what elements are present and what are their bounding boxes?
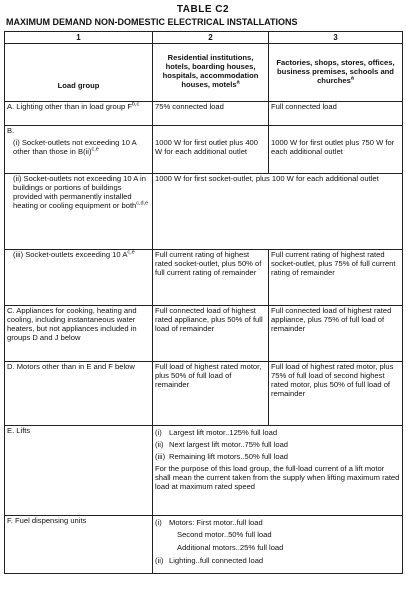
table-row-b-i	[5, 138, 403, 174]
row-b-i-col3: 1000 W for first outlet plus 750 W for each additional outlet	[269, 138, 403, 174]
row-label-c: C. Appliances for cooking, heating and cooling, including instantaneous water heaters, but not appliances included in groups D and J below	[5, 306, 153, 362]
row-label-b-iii: (iii) Socket-outlets exceeding 10 A$^{c,e}$	[5, 250, 153, 306]
row-label-b-ii: (ii) Socket-outlets not exceeding 10 A in buildings or portions of buildings provided with permanently installed heating or cooling equipment or both$^{c,d,e}$	[5, 174, 153, 250]
row-f-col23	[153, 516, 403, 574]
table-row-a	[5, 102, 403, 126]
column-number-2: 2	[153, 31, 269, 43]
column-header-factories: Factories, shops, stores, offices, business premises, schools and churches$^a$	[269, 44, 403, 102]
table-row-b	[5, 126, 403, 138]
fuel-item: (ii) Lighting..full connected load	[155, 556, 264, 566]
table-row-b-ii	[5, 174, 403, 250]
lift-item: (ii) Next largest lift motor..75% full load	[155, 440, 289, 450]
row-c-col2: Full connected load of highest rated appliance, plus 50% of full load of remainder	[153, 306, 269, 362]
row-label-b-i: (i) Socket-outlets not exceeding 10 A other than those in B(ii)$^{c,e}$	[5, 138, 153, 174]
column-number-row	[5, 31, 403, 43]
row-b-col3	[269, 126, 403, 138]
row-b-iii-col2: Full current rating of highest rated socket-outlet, plus 50% of full current rating of remainder	[153, 250, 269, 306]
row-label-a: A. Lighting other than in load group F$^{b,c}$	[5, 102, 153, 126]
table-row-e	[5, 426, 403, 516]
fuel-item: (i) Motors: First motor..full load	[155, 518, 263, 528]
table-row-d	[5, 362, 403, 426]
row-label-d: D. Motors other than in E and F below	[5, 362, 153, 426]
row-c-col3: Full connected load of highest rated appliance, plus 75% of full load of remainder	[269, 306, 403, 362]
column-header-load-group: Load group	[5, 44, 153, 102]
max-demand-table	[4, 31, 403, 574]
row-b-iii-col3: Full current rating of highest rated socket-outlet, plus 75% of full current rating of remainder	[269, 250, 403, 306]
lift-note: For the purpose of this load group, the full-load current of a lift motor shall mean the current taken from the supply when lifting maximum rated load at maximum rated speed	[155, 464, 400, 491]
column-number-1: 1	[5, 31, 153, 43]
row-a-col3: Full connected load	[269, 102, 403, 126]
fuel-subitem: Additional motors..25% full load	[177, 543, 284, 553]
row-label-e: E. Lifts	[5, 426, 153, 516]
row-label-b: B.	[5, 126, 153, 138]
row-a-col2: 75% connected load	[153, 102, 269, 126]
row-b-ii-col23: 1000 W for first socket-outlet, plus 100 W for each additional outlet	[153, 174, 403, 250]
column-header-row	[5, 44, 403, 102]
row-label-f: F. Fuel dispensing units	[5, 516, 153, 574]
row-b-i-col2: 1000 W for first outlet plus 400 W for each additional outlet	[153, 138, 269, 174]
fuel-subitem: Second motor..50% full load	[177, 530, 272, 540]
column-number-3: 3	[269, 31, 403, 43]
lift-item: (i) Largest lift motor..125% full load	[155, 428, 278, 438]
table-row-f	[5, 516, 403, 574]
row-d-col3: Full load of highest rated motor, plus 75% of full load of second highest rated motor, plus 50% of full load of remainder	[269, 362, 403, 426]
table-number: TABLE C2	[176, 4, 230, 15]
row-e-col23	[153, 426, 403, 516]
table-row-c	[5, 306, 403, 362]
table-row-b-iii	[5, 250, 403, 306]
row-d-col2: Full load of highest rated motor, plus 50% of full load of remainder	[153, 362, 269, 426]
table-title: MAXIMUM DEMAND NON-DOMESTIC ELECTRICAL INSTALLATIONS	[6, 17, 298, 27]
lift-item: (iii) Remaining lift motors..50% full load	[155, 452, 289, 462]
column-header-residential: Residential institutions, hotels, boarding houses, hospitals, accommodation houses, motels$^a$	[153, 44, 269, 102]
row-b-col2	[153, 126, 269, 138]
